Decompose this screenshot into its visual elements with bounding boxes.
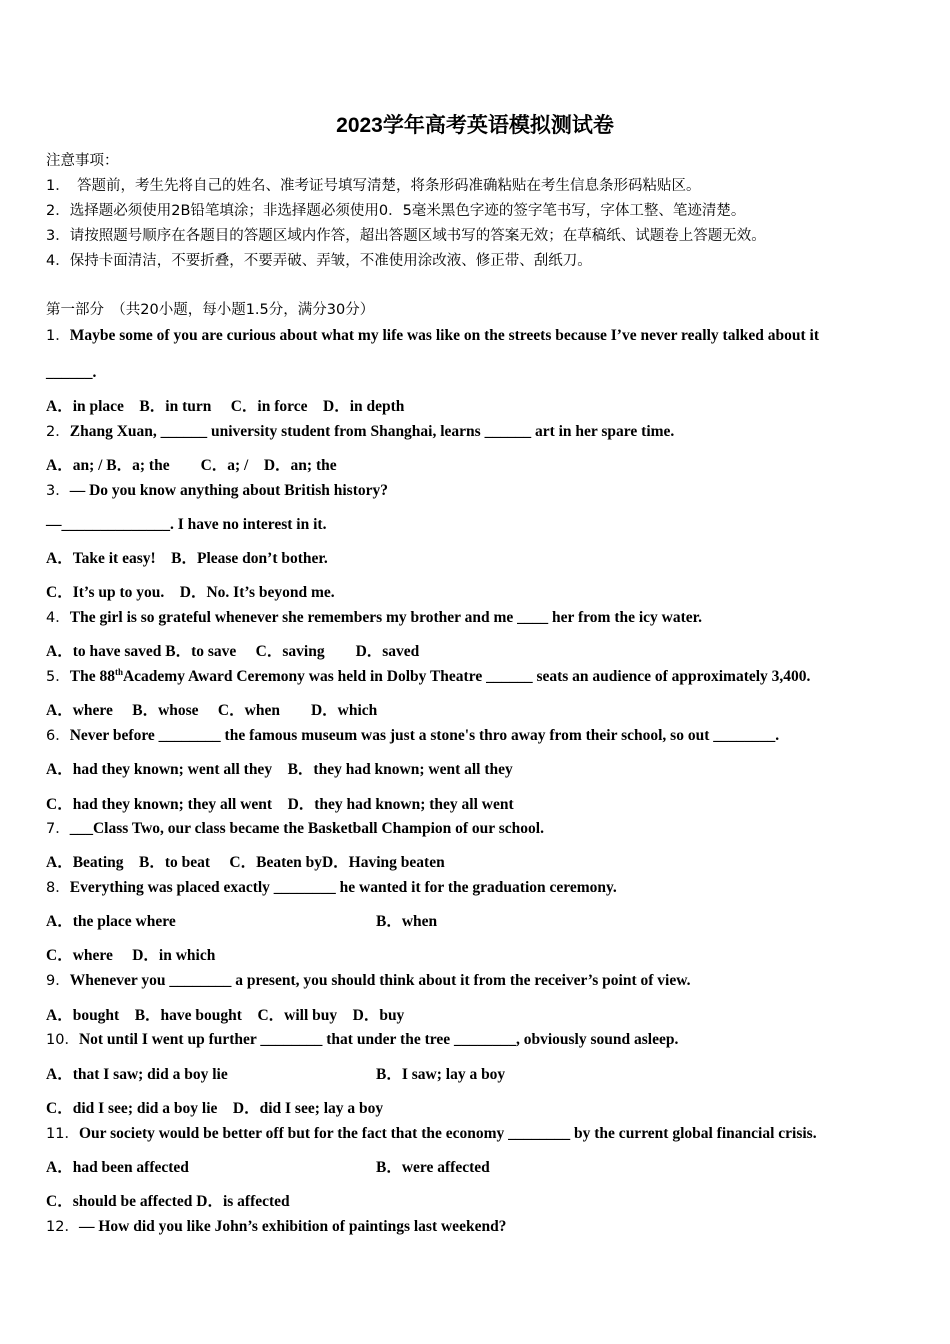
question-number: 5． [46, 669, 70, 685]
question-10-option-b: B．I saw; lay a boy [376, 1066, 506, 1083]
question-10 [46, 1030, 678, 1050]
question-number: 9． [46, 973, 70, 989]
page-title: 2023学年高考英语模拟测试卷 [336, 114, 614, 137]
question-11 [46, 1124, 817, 1144]
question-3 [46, 481, 388, 501]
question-5-options: A．where B．whose C．when D．which [46, 702, 378, 719]
question-text-end: Academy Award Ceremony was held in Dolby Theatre ______ seats an audience of approximately 3,400. [122, 668, 811, 685]
ordinal-suffix: th [114, 666, 123, 677]
question-number: 4． [46, 610, 70, 626]
question-7-options: A．Beating B．to beat C．Beaten byD．Having beaten [46, 854, 445, 871]
notice-item: 3．请按照题号顺序在各题目的答题区域内作答，超出答题区域书写的答案无效；在草稿纸、试题卷上答题无效。 [46, 228, 766, 244]
question-text: Everything was placed exactly ________ he wanted it for the graduation ceremony. [69, 879, 617, 896]
question-2 [46, 422, 674, 442]
question-8-option-a: A．the place where [46, 913, 176, 930]
question-number: 2． [46, 424, 70, 440]
notice-item: 4．保持卡面清洁，不要折叠，不要弄破、弄皱，不准使用涂改液、修正带、刮纸刀。 [46, 253, 592, 269]
question-4-options: A．to have saved B．to save C．saving D．saved [46, 643, 420, 660]
question-text [70, 668, 811, 685]
question-10-option-a: A．that I saw; did a boy lie [46, 1066, 228, 1083]
question-text-start: The 88 [69, 668, 115, 685]
question-3-reply: —______________. I have no interest in it. [46, 516, 327, 533]
question-1 [46, 326, 819, 346]
question-6-options: C．had they known; they all went D．they had known; they all went [46, 796, 514, 813]
question-text: Zhang Xuan, ______ university student from Shanghai, learns ______ art in her spare time. [69, 423, 675, 440]
question-6-options: A．had they known; went all they B．they had known; went all they [46, 761, 513, 778]
question-number: 8． [46, 880, 70, 896]
question-3-options: A．Take it easy! B．Please don’t bother. [46, 550, 328, 567]
question-4 [46, 608, 702, 628]
question-11-options: C．should be affected D．is affected [46, 1193, 290, 1210]
question-number: 10． [46, 1032, 79, 1048]
question-7 [46, 819, 544, 839]
question-text: — How did you like John’s exhibition of paintings last weekend? [78, 1218, 507, 1235]
question-11-option-b: B．were affected [376, 1159, 490, 1176]
question-8-options: C．where D．in which [46, 947, 216, 964]
question-11-option-a: A．had been affected [46, 1159, 189, 1176]
question-text: Maybe some of you are curious about what my life was like on the streets because I’ve never really talked about it [69, 327, 819, 344]
question-10-options: C．did I see; did a boy lie D．did I see; lay a boy [46, 1100, 384, 1117]
question-6 [46, 726, 779, 746]
question-number: 6． [46, 728, 70, 744]
question-1-continuation: ______. [46, 364, 97, 381]
question-2-options: A．an; / B．a; the C．a; / D．an; the [46, 457, 337, 474]
question-text: — Do you know anything about British history? [69, 482, 388, 499]
question-9 [46, 971, 690, 991]
question-text: Whenever you ________ a present, you should think about it from the receiver’s point of view. [69, 972, 691, 989]
question-9-options: A．bought B．have bought C．will buy D．buy [46, 1007, 405, 1024]
question-number: 12． [46, 1219, 79, 1235]
question-text: The girl is so grateful whenever she remembers my brother and me ____ her from the icy water. [69, 609, 702, 626]
question-5 [46, 667, 810, 687]
question-8 [46, 878, 617, 898]
question-number: 3． [46, 483, 70, 499]
question-8-option-b: B．when [376, 913, 438, 930]
question-number: 7． [46, 821, 70, 837]
question-3-options: C．It’s up to you. D．No. It’s beyond me. [46, 584, 335, 601]
question-1-options: A．in place B．in turn C．in force D．in depth [46, 398, 405, 415]
question-text: Never before ________ the famous museum was just a stone's thro away from their school, so out ________. [69, 727, 780, 744]
notice-item: 1． 答题前，考生先将自己的姓名、准考证号填写清楚，将条形码准确粘贴在考生信息条形码粘贴区。 [46, 178, 701, 194]
notice-heading: 注意事项： [46, 153, 119, 169]
question-12 [46, 1217, 506, 1237]
question-text: Our society would be better off but for the fact that the economy ________ by the current global financial crisis. [78, 1125, 817, 1142]
section-heading: 第一部分 （共20小题，每小题1.5分，满分30分） [46, 302, 375, 318]
question-number: 11． [46, 1126, 79, 1142]
question-text: ___Class Two, our class became the Basketball Champion of our school. [69, 820, 544, 837]
question-text: Not until I went up further ________ that under the tree ________, obviously sound asleep. [78, 1031, 679, 1048]
notice-item: 2．选择题必须使用2B铅笔填涂；非选择题必须使用0．5毫米黑色字迹的签字笔书写，字体工整、笔迹清楚。 [46, 203, 746, 219]
question-number: 1． [46, 328, 70, 344]
